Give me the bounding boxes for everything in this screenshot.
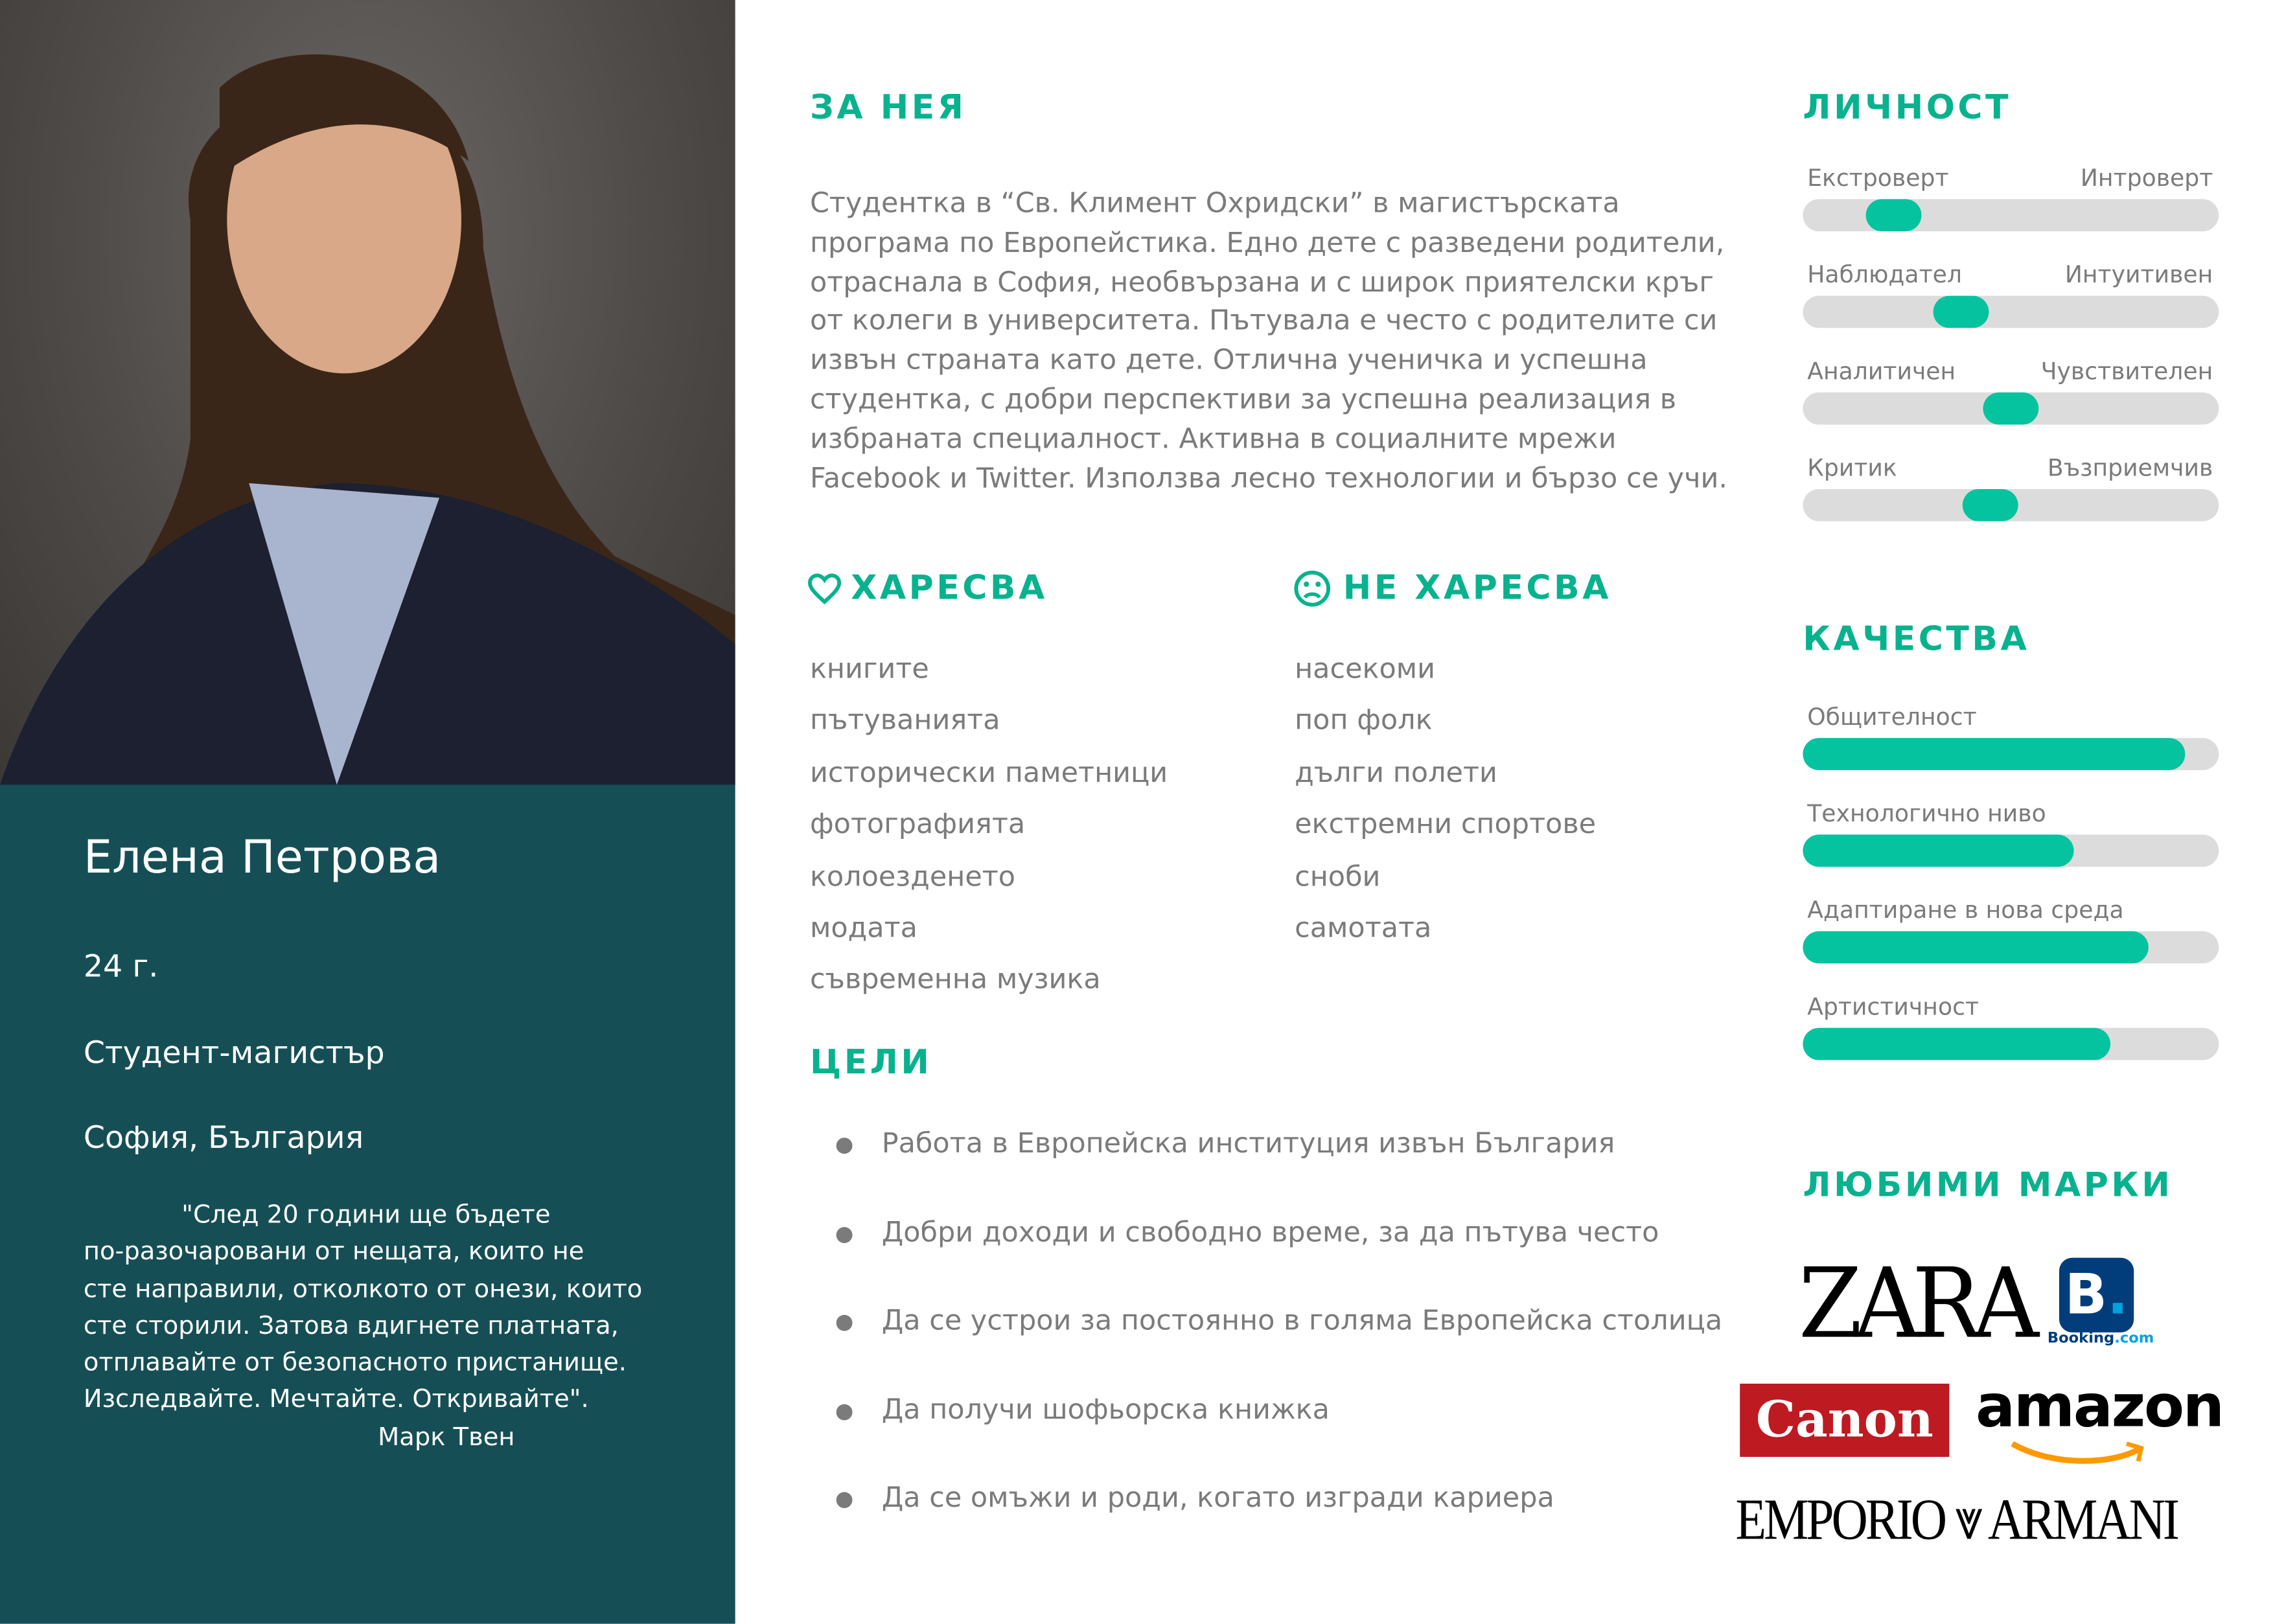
profile-panel [0,785,735,1624]
bullet-icon [837,1226,853,1242]
quote-line: по-разочаровани от нещата, които не [83,1237,584,1267]
personality-slider-track[interactable] [1803,489,2219,521]
personality-slider-track[interactable] [1803,199,2219,231]
persona-occupation: Студент-магистър [83,1035,385,1071]
portrait-photo [0,0,735,785]
quality-label: Технологично ниво [1807,799,2046,828]
canon-logo: Canon [1740,1384,1949,1457]
goals-heading: ЦЕЛИ [809,1044,932,1082]
personality-slider-track[interactable] [1803,393,2219,425]
persona-age: 24 г. [83,948,159,984]
quality-bar-fill [1803,1028,2110,1060]
goal-item: Да получи шофьорска книжка [881,1393,1330,1426]
like-item: модата [809,912,917,944]
quality-bar-fill [1803,738,2186,770]
scale-left-label: Наблюдател [1807,260,1963,289]
personality-slider-knob[interactable] [1962,489,2018,521]
dislike-item: екстремни спортове [1295,808,1597,841]
dislike-item: сноби [1295,860,1381,893]
sad-face-icon [1293,569,1332,608]
goal-item: Да се омъжи и роди, когато изгради кариера [881,1481,1554,1515]
quote-line: сте направили, отколкото от онези, които [83,1274,643,1305]
bullet-icon [837,1403,853,1419]
quote-line: отплавайте от безопасното пристанище. [83,1349,627,1378]
dislike-item: поп фолк [1295,705,1433,737]
portrait-illustration [0,0,735,785]
about-heading: ЗА НЕЯ [809,89,967,128]
likes-title: ХАРЕСВА [851,569,1048,608]
qualities-heading: КАЧЕСТВА [1803,621,2030,659]
dislikes-heading [1293,569,1611,608]
like-item: исторически паметници [809,757,1168,789]
personality-slider-track[interactable] [1803,296,2219,328]
quality-bar-fill [1803,932,2148,964]
about-text: Студентка в “Св. Климент Охридски” в магистърската програма по Европейстика. Едно дете с разведени родители, отраснала в София, необвързана и с широк приятелски кръг от колеги в университета. Пътувала е често с родителите си извън страната като дете. Отлична ученичка и успешна студентка, с добри перспективи за успешна реализация в избраната специалност. Активна в социалните мрежи Facebook и Twitter. Използва лесно технологии и бързо се учи. [809,187,1728,495]
bullet-icon [837,1315,853,1331]
personality-slider-knob[interactable] [1933,296,1989,328]
dislikes-title: НЕ ХАРЕСВА [1343,569,1611,608]
booking-logo: B. [2059,1258,2134,1332]
amazon-logo: amazon [1976,1373,2223,1441]
like-item: съвременна музика [809,964,1101,996]
zara-logo: ZARA [1798,1247,2031,1360]
personality-heading: ЛИЧНОСТ [1803,89,2012,128]
persona-location: София, България [83,1120,364,1156]
scale-right-label: Интуитивен [2064,260,2213,289]
quality-bar-track [1803,738,2219,770]
amazon-smile-icon [2009,1438,2150,1470]
heart-icon [807,573,842,605]
dislike-item: насекоми [1295,653,1436,685]
scale-right-label: Интроверт [2080,164,2213,192]
quote-author: Марк Твен [378,1423,515,1452]
booking-wordmark: Booking.com [2047,1331,2154,1347]
quality-label: Адаптиране в нова среда [1807,896,2124,924]
brands-heading: ЛЮБИМИ МАРКИ [1803,1167,2173,1206]
personality-slider-knob[interactable] [1983,393,2038,425]
quality-bar-track [1803,834,2219,867]
persona-quote [84,1198,642,1457]
bullet-icon [837,1138,853,1154]
scale-left-label: Екстроверт [1807,164,1949,192]
goal-item: Добри доходи и свободно време, за да пътува често [881,1216,1659,1248]
persona-name: Елена Петрова [83,831,441,885]
scale-left-label: Аналитичен [1807,357,1956,385]
dislike-item: дълги полети [1295,757,1497,789]
like-item: книгите [809,653,929,685]
quote-line: "След 20 години ще бъдете [181,1200,551,1230]
armani-logo: EMPORIO ⩔ ARMANI [1735,1486,2177,1552]
quality-label: Общителност [1807,702,1977,731]
goal-item: Да се устрои за постоянно в голяма Европейска столица [881,1304,1723,1337]
scale-right-label: Чувствителен [2040,357,2213,385]
like-item: колоезденето [809,860,1016,893]
dislike-item: самотата [1295,912,1432,944]
bullet-icon [837,1492,853,1508]
personality-slider-knob[interactable] [1867,199,1922,231]
like-item: пътуванията [809,705,1000,737]
scale-left-label: Критик [1807,453,1897,482]
likes-heading [807,569,1047,608]
goal-item: Работа в Европейска институция извън България [881,1127,1615,1160]
quality-bar-track [1803,1028,2219,1060]
like-item: фотографията [809,808,1026,841]
quality-bar-fill [1803,834,2073,867]
quality-bar-track [1803,932,2219,964]
quote-line: сте сторили. Затова вдигнете платната, [83,1311,619,1342]
scale-right-label: Възприемчив [2047,453,2213,482]
quality-label: Артистичност [1807,992,1979,1021]
quote-line: Изследвайте. Мечтайте. Откривайте". [83,1386,589,1415]
